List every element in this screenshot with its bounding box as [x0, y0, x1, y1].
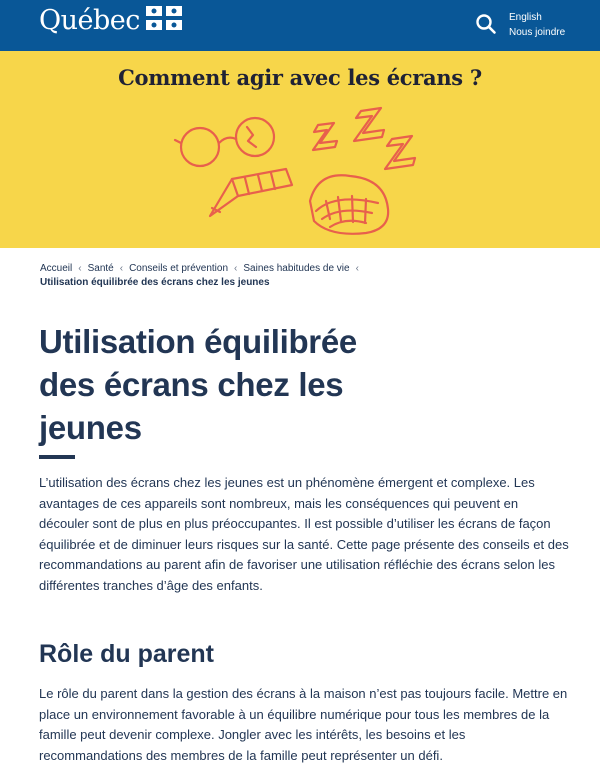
- chevron-left-icon: ‹: [78, 263, 82, 274]
- site-header: [0, 0, 600, 51]
- english-link[interactable]: English: [509, 12, 542, 23]
- breadcrumb-item-saines-habitudes[interactable]: Saines habitudes de vie: [243, 263, 350, 274]
- breadcrumb-item-sante[interactable]: Santé: [87, 263, 114, 274]
- intro-paragraph: L’utilisation des écrans chez les jeunes est un phénomène émergent et complexe. Les avantages de ces appareils sont nombreux, mais les conséquences qui peuvent en découler sont de plus en plus préoccupantes. Il est possible d’utiliser les écrans de façon équilibrée et de diminuer leurs risques sur la santé. Cette page présente des conseils et des recommandations au parent afin de favoriser une utilisation réfléchie des écrans selon les différentes tranches d’âge des enfants.: [39, 475, 569, 593]
- sleep-zzz-icon: [313, 108, 415, 169]
- section-title-role-du-parent: Rôle du parent: [39, 640, 215, 668]
- chevron-left-icon: ‹: [234, 263, 238, 274]
- breadcrumb-item-accueil[interactable]: Accueil: [40, 263, 73, 274]
- chevron-left-icon: ‹: [355, 263, 359, 274]
- contact-link[interactable]: Nous joindre: [509, 27, 566, 38]
- breadcrumb-item-conseils[interactable]: Conseils et prévention: [129, 263, 229, 274]
- title-underline: [39, 455, 75, 459]
- search-icon[interactable]: [474, 12, 498, 36]
- breadcrumb: [40, 262, 560, 290]
- shell-icon: [310, 175, 388, 234]
- chevron-left-icon: ‹: [119, 263, 124, 274]
- fleur-de-lis-flag-icon: [146, 6, 182, 35]
- breadcrumb-current: Utilisation équilibrée des écrans chez les jeunes: [40, 277, 270, 288]
- section-paragraph: Le rôle du parent dans la gestion des écrans à la maison n’est pas toujours facile. Mettre en place un environnement favorable à un équilibre numérique pour tous les membres de la famille peut devenir complexe. Jongler avec les intérêts, les besoins et les recommandations des membres de la famille peut représenter un défi.: [39, 686, 568, 763]
- page-title: Utilisation équilibrée des écrans chez les jeunes: [39, 323, 357, 446]
- quebec-logo[interactable]: [39, 5, 182, 36]
- glasses-icon: [175, 118, 274, 166]
- pencil-icon: [210, 169, 292, 216]
- hero-banner: [0, 51, 600, 248]
- header-links: [509, 10, 565, 40]
- banner-title: Comment agir avec les écrans ?: [118, 65, 482, 90]
- logo-text: Québec: [39, 5, 140, 36]
